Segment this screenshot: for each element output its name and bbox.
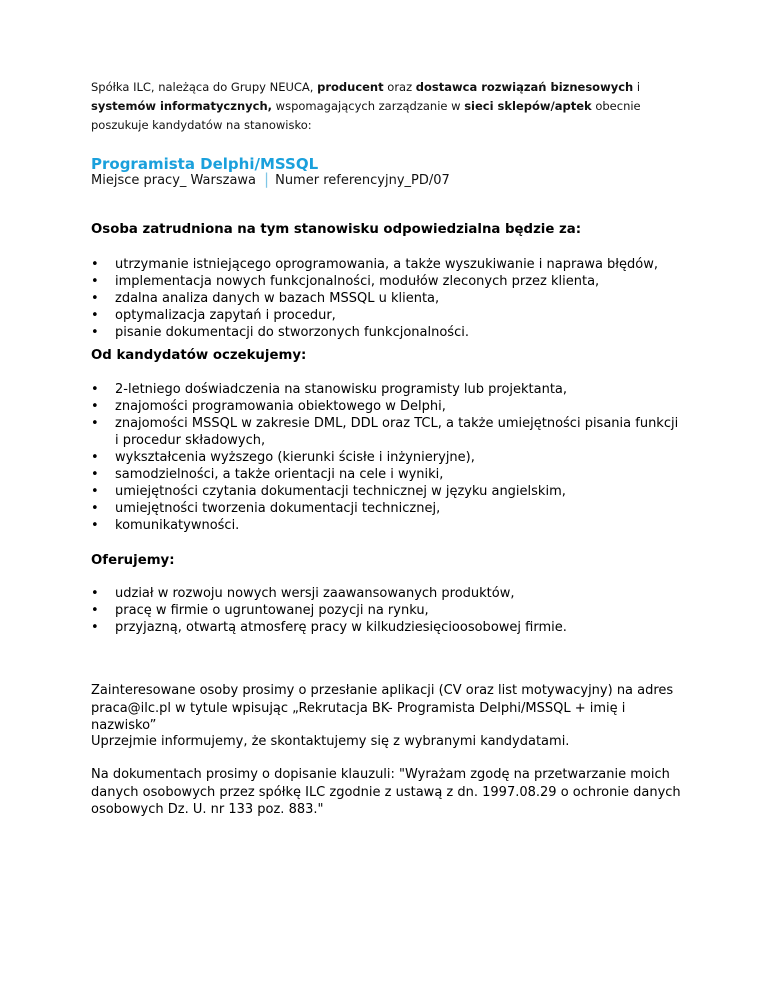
intro-text-5: obecnie poszukuje kandydatów na stanowisko: (91, 99, 641, 132)
list-item: • implementacja nowych funkcjonalności, modułów zleconych przez klienta, (91, 273, 691, 290)
contact-note: Uprzejmie informujemy, że skontaktujemy się z wybranymi kandydatami. (91, 734, 570, 749)
list-item: • pracę w firmie o ugruntowanej pozycji na rynku, (91, 602, 691, 619)
offer-heading: Oferujemy: (91, 553, 175, 568)
job-location: Miejsce pracy_ Warszawa (91, 173, 257, 188)
requirements-list (91, 381, 681, 534)
list-item: • samodzielności, a także orientacji na cele i wyniki, (91, 466, 681, 483)
list-item: • znajomości MSSQL w zakresie DML, DDL oraz TCL, a także umiejętności pisania funkcji i procedur składowych, (91, 415, 681, 449)
meta-separator: | (264, 170, 270, 188)
company-intro (91, 78, 691, 135)
list-item: • umiejętności czytania dokumentacji technicznej w języku angielskim, (91, 483, 681, 500)
list-item: • pisanie dokumentacji do stworzonych funkcjonalności. (91, 324, 691, 341)
responsibilities-heading: Osoba zatrudniona na tym stanowisku odpowiedzialna będzie za: (91, 222, 582, 237)
list-item: • zdalna analiza danych w bazach MSSQL u klienta, (91, 290, 691, 307)
job-title: Programista Delphi/MSSQL (91, 155, 319, 173)
intro-bold-systemy: systemów informatycznych, (91, 99, 273, 113)
list-item: • znajomości programowania obiektowego w Delphi, (91, 398, 681, 415)
intro-text-1: Spółka ILC, należąca do Grupy NEUCA, (91, 80, 318, 94)
data-clause: Na dokumentach prosimy o dopisanie klauzuli: "Wyrażam zgodę na przetwarzanie moich danych osobowych przez spółkę ILC zgodnie z ustawą z dn. 1997.08.29 o ochronie danych osobowych Dz. U. nr 133 poz. 883." (91, 767, 681, 817)
list-item: • utrzymanie istniejącego oprogramowania, a także wyszukiwanie i naprawa błędów, (91, 256, 691, 273)
list-item: • komunikatywności. (91, 517, 681, 534)
intro-bold-dostawca: dostawca rozwiązań biznesowych (415, 80, 634, 94)
intro-bold-sieci: sieci sklepów/aptek (464, 99, 592, 113)
job-meta (91, 170, 450, 188)
list-item: • umiejętności tworzenia dokumentacji technicznej, (91, 500, 681, 517)
list-item: • udział w rozwoju nowych wersji zaawansowanych produktów, (91, 585, 691, 602)
intro-text-3: i (633, 80, 641, 94)
list-item: • przyjazną, otwartą atmosferę pracy w kilkudziesięcioosobowej firmie. (91, 619, 691, 636)
intro-text-2: oraz (383, 80, 416, 94)
offer-list (91, 585, 691, 636)
responsibilities-list (91, 256, 691, 341)
application-instructions: Zainteresowane osoby prosimy o przesłanie aplikacji (CV oraz list motywacyjny) na adres praca@ilc.pl w tytule wpisując „Rekrutacja BK- Programista Delphi/MSSQL + imię i nazwisko” (91, 683, 674, 733)
list-item: • 2-letniego doświadczenia na stanowisku programisty lub projektanta, (91, 381, 681, 398)
intro-bold-producent: producent (317, 80, 384, 94)
intro-text-4: wspomagających zarządzanie w (272, 99, 465, 113)
list-item: • wykształcenia wyższego (kierunki ścisłe i inżynieryjne), (91, 449, 681, 466)
list-item: • optymalizacja zapytań i procedur, (91, 307, 691, 324)
requirements-heading: Od kandydatów oczekujemy: (91, 348, 307, 363)
job-reference: Numer referencyjny_PD/07 (275, 173, 450, 188)
